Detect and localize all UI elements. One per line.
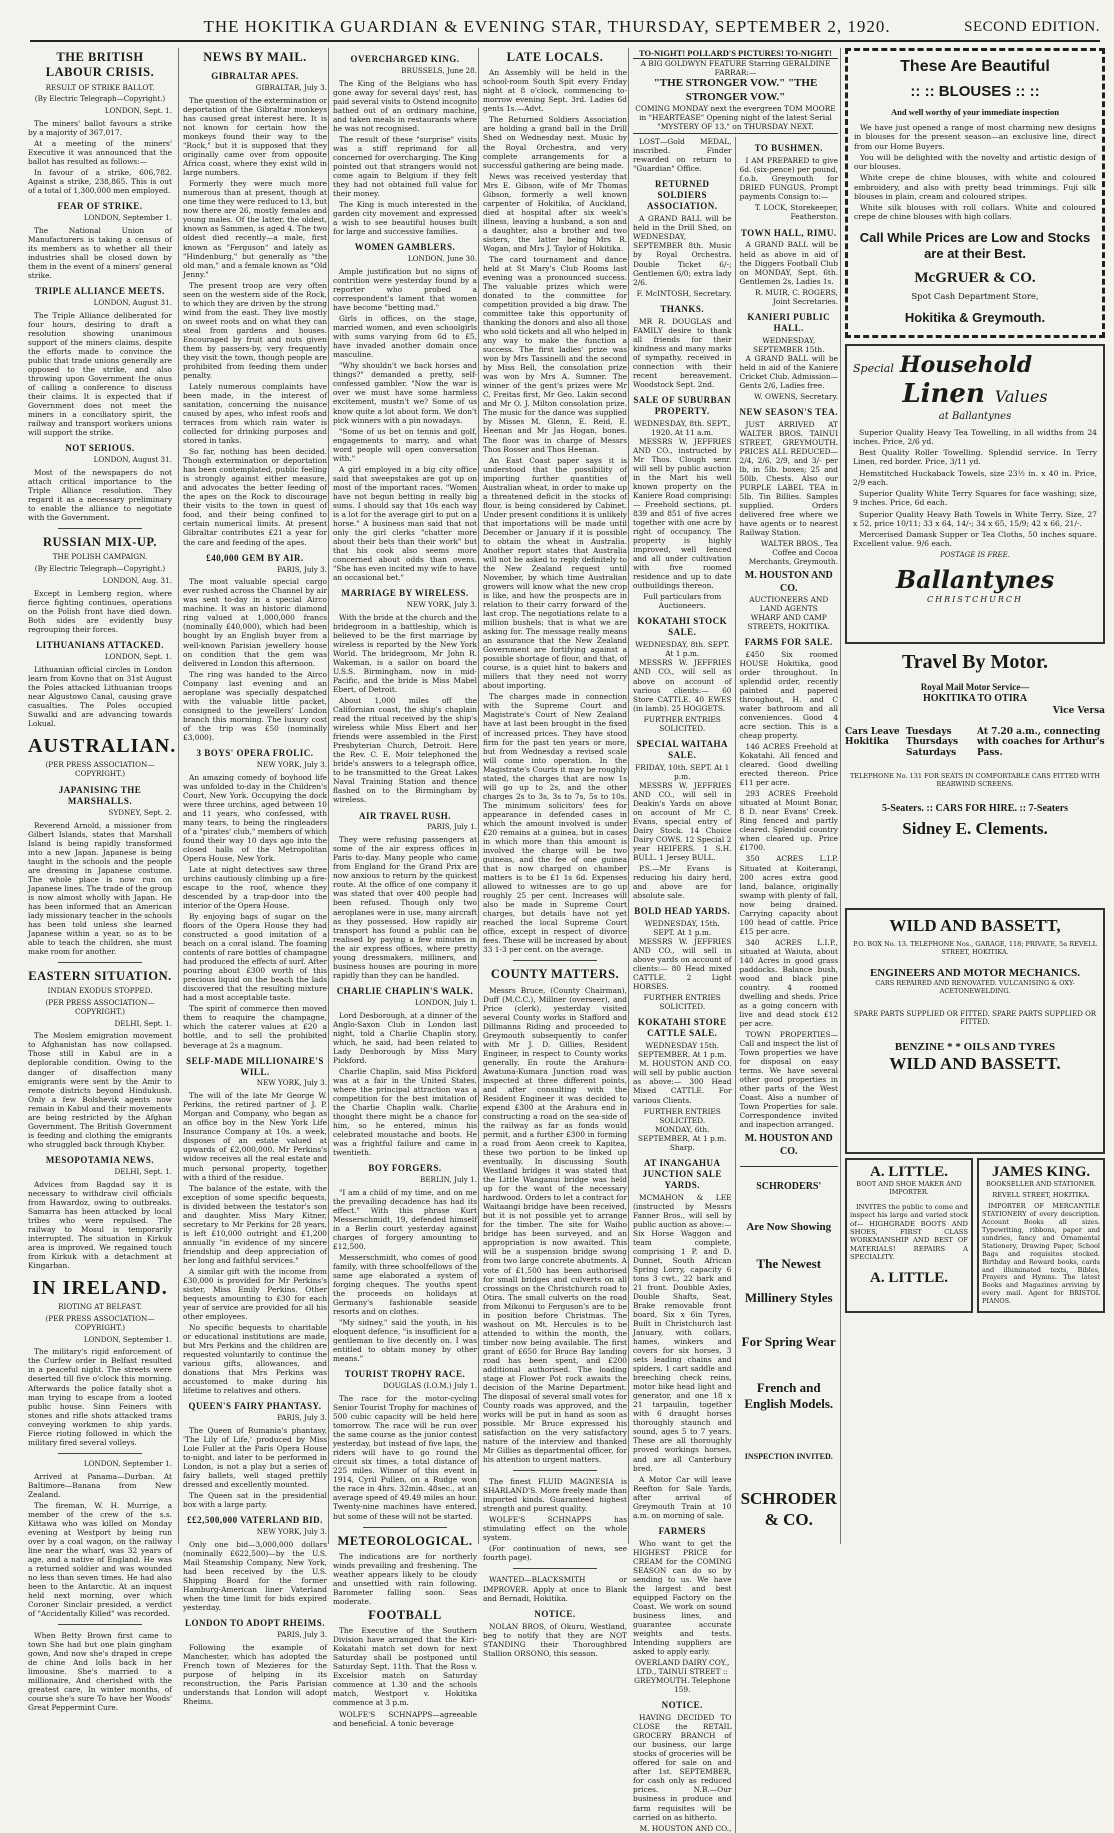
- ad-title: Sidney E. Clements.: [902, 819, 1048, 839]
- paragraph: The Returned Soldiers Association are holding a grand ball in the Drill Shed on Wednesday next. Music by the Royal Orchestra, and very complete arrangements for a successful gathering are being made.: [483, 115, 627, 170]
- paragraph: By enjoying bags of sugar on the floors of the Opera House they had constructed a good imitation of a beach on a coral island. The foaming contents of rare bottles of champagne had produced the effects of surf. After pouring about £300 worth of this precious liquid on the beach the lads discovered that the resulting mixture had a most acceptable taste.: [183, 912, 327, 1003]
- dateline: DELHI, Sept. 1.: [114, 1166, 172, 1176]
- paragraph: "Some of us bet on tennis and golf, engagements to marry, and what word people will open conversation with.": [333, 426, 477, 463]
- ad-title: Household: [899, 352, 1033, 378]
- paragraph: Ample justification but no signs of contrition were yesterday found by a reporter who probed a correspondent's lament that women have become "betting mad.": [333, 267, 477, 313]
- masthead: [30, 14, 1100, 42]
- paragraph: The most valuable special cargo ever rushed across the Channel by air was sent to-day in a special Airco machine. It was an historic diamond ring valued at 1,000,000 francs (nominally £40,000), which had been bought by an English buyer from a well-known Parisian jewellery house on condition that the gem was delivered in London this afternoon.: [183, 577, 327, 668]
- headline: EASTERN SITUATION.: [28, 969, 172, 984]
- ad-text: I AM PREPARED to give 6d. (six-pence) per pound, f.o.b. Greymouth for DRIED FUNGUS. Prompt payments Consign to:—: [739, 156, 838, 202]
- copyright-line: (PER PRESS ASSOCIATION—COPYRIGHT.): [45, 1314, 155, 1332]
- ad-text: INVITES the public to come and inspect his large and varied stock of— HIGHGRADE BOOTS AND SHOES, FIRST CLASS WORKMANSHIP AND BEST OF MATERIALS! REPAIRS A SPECIALITY.: [850, 1203, 968, 1261]
- paragraph: WOLFE'S SCHNAPPS—agreeable and beneficial. A tonic beverage: [333, 1709, 477, 1728]
- paragraph: The fireman, W. H. Murrige, a member of the crew of the s.s. Kittawa who was killed on Monday evening at Westport by being run over by a coal wagon, on the railway line near the wharf, was 32 years of age, and a native of England. He was a returned soldier and was wounded no less than seven times. He had also been to the Antarctic. At an inquest held next morning, over which Coroner Sinclair presided, a verdict of "Accidentally Killed" was recorded.: [28, 1500, 172, 1618]
- subhead: THE POLISH CAMPAIGN.: [52, 552, 148, 562]
- little-ad: [845, 1158, 973, 1313]
- ad-line: P.O. BOX No. 13. TELEPHONE Nos., GARAGE, 118; PRIVATE, 5a REVELL STREET, HOKITIKA.: [853, 939, 1097, 956]
- subhead: FEAR OF STRIKE.: [57, 201, 143, 212]
- dateline: LONDON, August 31.: [93, 455, 172, 465]
- paragraph: Girls in offices, on the stage, married women, and even schoolgirls with sums varying from 6d to £5, have invaded another domain once masculine.: [333, 314, 477, 360]
- subhead: MARRIAGE BY WIRELESS.: [341, 588, 469, 599]
- ad-text: Hemstitched Huckaback Towels, size 23½ in. x 40 in. Price, 2/9 each.: [853, 468, 1097, 487]
- ad-line: Cars Leave Hokitika: [845, 726, 900, 748]
- ad-date: WEDNESDAY, 8th. SEPT., 1920. At 11 a.m.: [633, 418, 731, 437]
- ad-text: 340 ACRES L.I.P., situated at Waiuta, about 140 Acres in good grass paddocks. Balance bush, wood and black pine country. 4 roomed dwelling and sheds. Price as a going concern with live and dead stock £12 per acre.: [739, 937, 838, 1029]
- ad-date: MONDAY, 6th. SEPTEMBER, At 1 p.m. Sharp.: [638, 1124, 727, 1152]
- subhead: RIOTING AT BELFAST.: [58, 1302, 142, 1312]
- ad-heading: TO BUSHMEN.: [754, 143, 823, 154]
- paragraph: So far, nothing has been decided. Though extermination or deportation has been contemplated, public feeling is strongly against either measure, and advocates the better feeding of the apes on the Rock to discourage their visits to the town in quest of food, and their being confined to certain numerical limits. At present Gibraltar contributes £21 a year for the care and feeding of the apes.: [183, 447, 327, 547]
- paragraph: The Queen sat in the presidential box with a large party.: [183, 1491, 327, 1510]
- subhead: AIR TRAVEL RUSH.: [359, 810, 451, 821]
- dateline: LONDON, August 31.: [93, 298, 172, 307]
- paragraph: The miners' ballot favours a strike by a majority of 367,017.: [28, 118, 172, 137]
- ad-line: A BIG GOLDWYN FEATURE Starring GERALDINE FARRAR:—: [640, 59, 831, 78]
- ad-line: Tuesdays Thursdays Saturdays: [906, 726, 959, 759]
- ad-text: 146 ACRES Freehold at Kokatahi. All fenced and cleared. Good dwelling erected thereon. Price £11 per acre.: [739, 742, 838, 788]
- paragraph: Arrived at Panama—Durban. At Baltimore—Banana from New Zealand.: [28, 1471, 172, 1499]
- column-3: [328, 48, 477, 1728]
- headline: COUNTY MATTERS.: [490, 967, 620, 982]
- schroders-line: Are Now Showing: [746, 1220, 832, 1233]
- ad-title: A. LITTLE.: [870, 1164, 948, 1180]
- dateline: NEW YORK, July 3.: [256, 759, 327, 769]
- ad-date: WEDNESDAY, 8th. SEPT. At 1 p.m.: [635, 640, 730, 659]
- paragraph: "I am a child of my time, and on me the prevailing decadence has had its effect." With this phrase Kurt Messerschmidt, 19, defended himself in a Berlin court yesterday against charges of forgery amounting to £12,500.: [333, 1187, 477, 1251]
- ad-title: M. HOUSTON AND CO.: [744, 570, 833, 594]
- paragraph: The result of these "surprise" visits was a stiff reprimand for all concerned for overcharging. The King pointed out that strangers would not come again to Belgium if they felt they had not obtained full value for their money.: [333, 134, 477, 199]
- subhead: ££2,500,000 VATERLAND BID.: [187, 1515, 323, 1526]
- ad-text: JUST ARRIVED AT WALTER BROS. TAINUI STREET, GREYMOUTH. PRICES ALL REDUCED—2/4, 2/6, 2/9, and 3/- per lb, in 5lb. boxes; 25 and 50lb. Chests. Also our PURPLE LABEL TEA in 5lb. Tin Billies. Samples supplied. Orders delivered free where we have agents or to nearest Railway Station.: [739, 419, 838, 538]
- paragraph: The Executive of the Southern Division have arranged that the Kiri-Kokatahi match set down for next Saturday shall be postponed until Saturday Sept. 11th. That the Ross v. Excelsior match on Saturday commence at 1.30 and the schools match, Westport v. Hokitika commence at 3 p.m.: [333, 1626, 477, 1708]
- paragraph: The indications are for northerly winds prevailing and freshening. The weather appears likely to be cloudy and unsettled with rain following. Barometer falling soon. Seas moderate.: [333, 1551, 477, 1606]
- ad-signature: M. HOUSTON AND CO.,: [639, 1823, 732, 1833]
- ad-line: Royal Mail Motor Service—: [920, 682, 1030, 693]
- paragraph: News was received yesterday that Mrs E. Gibson, wife of Mr Thomas Gibson, formerly a well known carpenter of Hokitika, of Auckland, died at hospital after six week's illness, leaving a husband, a son and a daughter, also a brother and two sisters, the latter being Mrs R. Wogan, and Mrs J. Taylor of Hokitika.: [483, 171, 627, 253]
- paragraph: The ring was handed to the Airco Company last evening and an aeroplane was specially despatched with the valuable little packet, consigned to the jewellers' London branch this morning. The luxury cost of the trip was £50 (nominally £3,000).: [183, 669, 327, 742]
- ad-text: MCMAHON & LEE (instructed by Messrs Fanner Bros., will sell by public auction as above:— Six Horse Waggon and team complete, comprising 1 P. and D. Dunnet, South African Spring Lorry, capacity 6 tons 3 cwt., 22 bark and 21 front. Doubble Axles, Double Shafts, Seat, Brake removable front board, Six x 6in Tyres, Built in Christchurch last January, with collars, hames, winkers and covers for six horses, 3 sets leading chains and spiders, 1 cart saddle and breeching check reins, motor bike head light and generator, and one 18 x 21 tarpaulin, together with 6 draught horses thoroughly staunch and sound, ages 5 to 7 years. These are all thoroughly proved workings horses, and are all Canterbury bred.: [633, 1192, 732, 1473]
- ad-heading: SALE OF SUBURBAN PROPERTY.: [633, 394, 732, 416]
- subhead: £40,000 GEM BY AIR.: [206, 552, 304, 563]
- dateline: NEW YORK, July 3.: [256, 1527, 327, 1537]
- paragraph: The race for the motor-cycling Senior Tourist Trophy for machines of 500 cubic capacity will be held here tomorrow. The race will be run over the same course as the junior contest yesterday, but instead of five laps, the riders will have to go round the circuit six times, a total distance of 225 miles. Winner of this event in 1914, Cyril Pullen, on a Rudge won the race in 4hrs. 32min. 48sec., at an average speed of 49.49 miles an hour. Twenty-nine machines have entered, but some of these will not be started.: [333, 1394, 477, 1521]
- ad-text: £450 Six roomed HOUSE Hokitika, good order throughout. In splendid order, recently painted and papered throughout, H. and C water bathroom and all conveniences. Good 4 acre section. This is a cheap property.: [739, 649, 838, 741]
- paragraph: The balance of the estate, with the exception of some specific bequests, is divided between the testator's son and daughter. Miss Mary Kitner, secretary to Mr Perkins for 28 years, is left £10,000 outright and £1,200 annually "in evidence of my sincere friendship and deep appreciation of her long and faithful services.": [183, 1183, 327, 1265]
- dateline: DELHI, Sept. 1.: [114, 1018, 172, 1028]
- ad-heading: FARMS FOR SALE.: [744, 636, 833, 647]
- paragraph: The spirit of commerce then moved them to reaquire the champagne, which the caterer values at £20 a bottle, and to sell the prohibited beverage at 2s a magnum.: [183, 1004, 327, 1050]
- ad-line: CARS REPAIRED AND RENOVATED. VULCANISING & OXY-ACETONEWELDING.: [875, 978, 1075, 995]
- ad-text: A GRAND BALL will be held as above in aid of the Diggers Football Club on MONDAY, Sept. 6th. Gentlemen 2s, Ladies 1s.: [739, 240, 838, 286]
- dateline: BERLIN, July 1.: [420, 1174, 477, 1184]
- ad-signature: T. LOCK, Storekeeper, Featherston.: [754, 203, 838, 222]
- ad-text: MESSRS W. JEFFRIES AND CO., will sell in Deakin's Yards on above on account of Mr C. Evans, special entry of Dairy Stock. 14 Choice Dairy COWS. 12 Special 2 year HEIFERS. 1 S.H. BULL. 1 Jersey BULL.: [633, 780, 732, 862]
- ad-line: at Ballantynes: [938, 410, 1012, 422]
- subhead: BOY FORGERS.: [368, 1163, 442, 1173]
- dateline: PARIS, July 3.: [277, 564, 327, 574]
- paragraph: Reverend Arnold, a missioner from Gilbert Islands, states that Marshall Island is being rapidly transformed into a new Japan. Japanese is being taught in the schools and the people are dressing in Japanese costume. The whole place is now run on Japanese lines. The trade of the group is now almost wholly with Japan. He has been informed that an American lady missionary teacher in the schools has been told unless she learned Japanese within a year, so as to be able to teach the children, she must make room for another.: [28, 820, 172, 956]
- column-4: [478, 48, 627, 1658]
- paragraph: The charges made in connection with the Supreme Court and Magistrate's Court of New Zealand have at last been brought in the fixed of increased prices. They have stood firm for the past ten years or more, but from Wednesday a revised scale will come into operation. In the Magistrate's Courts it may be roughly stated, the charges that are now 1s will go up to 2s, and the other charges 2s to 3s, 3s to 7s, 5s to 10s. The minimum solicitors' fees for appearance in defended cases in which the amount involved is under £20 remains at a guinea, but in cases in which more than this amount is involved the charge will be two guineas, and the fee of one guinea that is now charged on chamber matters is to be £1 1s 6d. Expenses allowed to witnesses are to go up roughly 25 per cent. Increases will also be made in Supreme Court charges, but details have not yet reached the local Supreme Court office, except in respect of divorce fees. These will be increased by about 33 1-3 per cent. on the average.: [483, 692, 627, 955]
- ad-text: A GRAND BALL will be held in the Drill Shed, on WEDNESDAY, SEPTEMBER 8th. Music by Royal Orchestra. Double Ticket 6/-; Gentlemen 6/0; extra lady 2/6.: [633, 214, 732, 287]
- ad-text: MESSRS W. JEFFRIES AND CO., will sell in above yards on account of clients:— 80 Head mixed CATTLE. 2 Light HORSES.: [633, 937, 732, 992]
- ad-text: A Motor Car will leave Reefton for Sale Yards, after arrival of Greymouth Train at 10 a.m. on morning of sale.: [633, 1474, 732, 1520]
- paragraph: With the bride at the church and the bridegroom in a battleship, which is believed to be the first marriage by wireless is reported by the New York World. The bridegroom, Mr John R. Wakeman, is a sailor on board the U.S.S. Birmingham, now in mid-Pacific, and the bride is Miss Mabel Ebert, of Detroit.: [333, 612, 477, 695]
- ad-line: At 7.20 a.m., connecting with coaches for Arthur's Pass.: [977, 726, 1105, 759]
- ad-text: You will be delighted with the novelty and artistic design of our blouses.: [854, 152, 1096, 172]
- schroders-line: The Newest: [756, 1256, 822, 1272]
- ad-text: 293 ACRES Freehold situated at Mount Bonar, 8 D. near Evans' Creek. Ring fenced and partly cleared. Splendid country when cleared up. Price £1700.: [739, 789, 838, 853]
- ad-line: POSTAGE IS FREE.: [940, 550, 1010, 559]
- paragraph: Lithuanian official circles in London learn from Kovno that on 31st August the Poles attacked Lithuanian troops near Algustowo Canal, causing grave casualties. The Poles occupied Suwalki and are advancing towards Lokual.: [28, 664, 172, 728]
- schroders-line: French and English Models.: [744, 1379, 834, 1411]
- ad-title: JAMES KING.: [991, 1164, 1091, 1180]
- ad-text: Superior Quality Heavy Bath Towels in White Terry. Size, 27 x 52, price 10/11; 33 x 64, 14/-; 34 x 65, 15/9; 42 x 66, 21/-.: [853, 509, 1097, 528]
- headline: AUSTRALIAN.: [28, 734, 177, 757]
- ad-heading: KOKATAHI STORE CATTLE SALE.: [637, 1017, 727, 1039]
- paragraph: The present troop are very often seen on the western side of the Rock, to which they are driven by the strong wind from the east. They live mostly on sweet roots and on what they can steal from gardens and houses. Encouraged by fruit and nuts given them by passers-by, very frequently they visit the town, though people are prohibited from feeding them under penalty.: [183, 280, 327, 380]
- ad-text: HAVING DECIDED TO CLOSE the RETAIL GROCERY BRANCH of our business, our large stocks of groceries will be offered for sale on and after 1st. SEPTEMBER, for cash only as reduced prices. N.B.—Our business in produce and farm requisites will be carried on as hitherto.: [633, 1713, 732, 1822]
- ad-text: A GRAND BALL will be held in aid of the Kaniere Cricket Club. Admission—Gents 2/6, Ladies free.: [739, 353, 838, 390]
- copyright-line: (By Electric Telegraph—Copyright.): [34, 564, 166, 574]
- paragraph: Only one bid—3,000,000 dollars (nominally £622,500)—by the U.S. Mail Steamship Company, New York, had been received by the U.S. Shipping Board for the former Hamburg-American liner Vaterland when the time limit for bids expired yesterday.: [183, 1540, 327, 1613]
- subhead: TOURIST TROPHY RACE.: [344, 1369, 466, 1380]
- ad-text: White crepe de chine blouses, with white and coloured embroidery, and also with pretty bead trimmings. Fuji silk blouses in plain, cream and coloured stripes.: [854, 173, 1096, 201]
- ad-heading: FARMERS: [658, 1525, 706, 1536]
- paragraph: Except in Lemberg region, where fierce fighting continues, operations on the Polish front have died down. Both sides are evidently busy regrouping their forces.: [28, 588, 172, 634]
- dateline: PARIS, July 1.: [427, 822, 477, 832]
- ad-title: M. HOUSTON AND CO.: [744, 1133, 833, 1157]
- ad-heading: NOTICE.: [661, 1700, 703, 1711]
- paragraph: The card tournament and dance held at St Mary's Club Rooms last evening was a pronounced success. The valuable prizes which were donated to the committee for competition provided a big draw. The committee take this opportunity of thanking the donors and also all those who sold tickets and all who helped in any way to make the function a success. The first ladies' prize was won by Mrs Tassinelli and the second by Miss Bell, the consolation prize was won by Mrs A. Sumner. The winner of the gent's prizes were Mr C. Freitas first, Mr Geo. Lakin second and Mr O. J. Milton consolation prize. The music for the dance was supplied by Misses M. Glenn, E. Reid, E. Heenan and Mr Jas Hogan, bones. The floor was in charge of Messrs Thos Rosser and Thos Heenan.: [483, 254, 627, 454]
- ad-heading: BOLD HEAD YARDS.: [634, 906, 731, 917]
- copyright-line: (By Electric Telegraph—Copyright.): [34, 94, 166, 104]
- ad-text: MESSRS W. JEFFRIES AND CO., instructed by Mr Thos. Clough senr. will sell by public auction in the Mart his well known property on the Kaniere Road comprising:— Freehold sections, pt. 839 and 851 of five acres together with one acre by right of occupancy. The property is highly improved, well fenced and all under cultivation with five roomed residence and up to date outbuildings thereon.: [633, 436, 732, 591]
- subhead: NOTICE.: [534, 1608, 576, 1619]
- paragraph: (For continuation of news, see fourth page).: [483, 1544, 627, 1563]
- ad-date: WEDNESDAY 15th. SEPTEMBER. At 1 p.m.: [638, 1041, 727, 1060]
- ad-text: Mercerised Damask Supper or Tea Cloths, 50 inches square. Excellent value. 9/6 each.: [853, 530, 1097, 549]
- copyright-line: (PER PRESS ASSOCIATION—COPYRIGHT.): [45, 760, 155, 779]
- ad-line: AUCTIONEERS AND LAND AGENTS: [749, 594, 829, 613]
- subhead: JAPANISING THE MARSHALLS.: [58, 784, 142, 806]
- ad-signature: F. McINTOSH, Secretary.: [636, 288, 732, 298]
- pictures-banner: TO-NIGHT! POLLARD'S PICTURES! TO-NIGHT!: [633, 48, 838, 59]
- dateline: PARIS, July 3.: [277, 1630, 327, 1640]
- paragraph: "Why shouldn't we back horses and things?" demanded a pretty, self-confessed gambler. "Now the war is over we must have some harmless excitement, mustn't we? Some of us know quite a lot about form. We don't pick winners with a pin nowadays.: [333, 361, 477, 425]
- masthead-title: THE HOKITIKA GUARDIAN & EVENING STAR, THURSDAY, SEPTEMBER 2, 1920.: [203, 17, 891, 36]
- ad-title: "THE STRONGER VOW." "THE STRONGER VOW.": [653, 77, 818, 103]
- paragraph: About 1,000 miles off the Californian coast, the ship's chaplain read the ritual received by the ship's wireless while Miss Ebert and her friends were assembled in the First Presbyterian Church, Detroit. Here the Rev. C. E. Moir telephoned the bride's answers to a telegraph office, to be transmitted to the Great Lakes Naval Training Station and thence flashed on to the Birmingham by wireless.: [333, 696, 477, 805]
- subhead: OVERCHARGED KING.: [350, 54, 460, 64]
- ad-line: Values: [994, 386, 1048, 406]
- paragraph: At a meeting of the miners' Executive it was announced that the ballot has resulted as follows:—: [28, 138, 172, 166]
- paragraph: Formerly they were much more numerous than at present, though at one time they were reduced to 13, but now there are 26, mostly females and young males. Of the latter, the oldest, known as Sammen, is aged 4. The two oldest died recently—a male, first known as "Ferguson" and lately as "Hindenburg," but generally as "the old man," and a female known as "Old Jenny.": [183, 179, 327, 279]
- paragraph: An amazing comedy of boyhood life was unfolded to-day in the Children's Court, New York. Occupying the dock were three urchins, aged between 10 and 11 years, who confessed, with many tears, to being the ringleaders of a "pirates' club," members of which found their way 10 days ago into the closed halls of the Metropolitan Opera House, New York.: [183, 772, 327, 863]
- ad-text: TOWN PROPERTIES—Call and inspect the list of Town properties we have for disposal on easy terms. We have several other good properties in other parts of the West Coast. Also a number of Town Properties for sale. Correspondence invited and inspection arranged.: [739, 1030, 838, 1130]
- ad-date: FRIDAY, 10th. SEPT. At 1 p.m.: [635, 762, 730, 781]
- subhead: LITHUANIANS ATTACKED.: [36, 639, 164, 650]
- dateline: NEW YORK, July 3.: [256, 1078, 327, 1088]
- ad-line: And well worthy of your immediate inspection: [891, 106, 1059, 117]
- ad-line: BOOT AND SHOE MAKER AND IMPORTER.: [856, 1180, 962, 1197]
- ad-title: Ballantynes: [895, 565, 1055, 595]
- headline: NEWS BY MAIL.: [203, 50, 307, 64]
- ad-title: These Are Beautiful: [900, 58, 1050, 75]
- ad-title: WILD AND BASSETT,: [889, 916, 1061, 935]
- subhead: WOMEN GAMBLERS.: [354, 242, 456, 253]
- dateline: DOUGLAS (I.O.M.) July 1.: [382, 1381, 477, 1391]
- ad-text: Superior Quality Heavy Tea Towelling, in all widths from 24 inches. Price, 2/6 yd.: [853, 427, 1097, 446]
- ad-title: Hokitika & Greymouth.: [904, 310, 1046, 326]
- ad-text: White silk blouses with roll collars. White and coloured crepe de chine blouses with high collars.: [854, 203, 1096, 222]
- ad-text: We have just opened a range of most charming new designs in blouses for the present season—an exclusive line, direct from our Home Buyers.: [854, 123, 1096, 151]
- blouses-ad: [845, 48, 1105, 338]
- ad-line: WHARF AND CAMP STREETS, HOKITIKA.: [747, 612, 830, 631]
- dateline: PARIS, July 3.: [277, 1413, 327, 1423]
- schroders-line: For Spring Wear: [741, 1334, 836, 1350]
- ad-heading: SPECIAL WAITAHA SALE.: [636, 738, 728, 760]
- paragraph: Messrs Bruce, (County Chairman), Duff (M.C.C.), Millner (overseer), and Price (clerk), yesterday visited several County works in Stafford and Dillmanns Riding and proceeded to Greymouth subsequently to confer with Mr J. D. Gillies, Resident Engineer, in respect to County works generally. En route the Arahura-Awatuna-Kumara Junction road was inspected at three different points, and after consulting with the Resident Engineer it was decided to expend £300 at the Arahura end in constructing a road on the sea-side of the railway as far as fonds would permit, and a further £300 in forming a road from Aeon creek to Kapitea, these two portion to be linked up eventually. In discussing South Westland bridges it was stated that the Little Wanganui bridge was held up for the want of the necessary hardwood. Orders to let a contract for Waitaangi bridge have been received, but it is not possible yet to arrange for the timber. The site for Waiho bridge has been surveyed, and an appropriation is now awaited. This will be a suspension bridge swung from two large concrete abutments. A vote of £1,500 has been authorised for small bridges and culverts on all crossings on the Christchurch road to Otira. The small culverts on the road from Mikonui to Ferguson's are to be in position before Christmas. The washout on Mt. Hercules is to be attended to within the month, the timber now being available. The first grant of £650 for Bruce Bay landing road has been spent, and £200 additional authorised. The loading stage at Flower Pot rock awaits the decision of the Marine Department. The disposal of several small votes for County roads was approved, and the works will be put in hand as soon as possible. Mr Bruce expressed his satisfaction on the very satisfactory nature of the interview and thanked Mr Gillies as departmental officer, for his attention to urgent matters.: [483, 985, 627, 1465]
- ad-title: WILD AND BASSETT.: [889, 1054, 1061, 1074]
- dateline: LONDON, September 1.: [83, 213, 172, 223]
- ad-heading: KANIERI PUBLIC HALL.: [747, 311, 831, 333]
- dateline: LONDON, Sept. 1.: [104, 651, 172, 661]
- paragraph: Late at night detectives saw three urchins cautiously climbing up a fire-escape to the roof, whence they descended by a trap-door into the interior of the Opera House.: [183, 864, 327, 911]
- paragraph: In favour of a strike, 606,782. Against a strike, 238,865. This is out of a total of 1,300,000 men employed.: [28, 168, 172, 196]
- ad-line: FURTHER ENTRIES SOLICITED.: [643, 714, 721, 733]
- ad-heading: THANKS.: [660, 303, 705, 314]
- ad-line: FURTHER ENTRIES SOLICITED.: [643, 993, 721, 1012]
- ad-title: McGRUER & CO.: [914, 270, 1036, 287]
- headline: RUSSIAN MIX-UP.: [43, 535, 157, 550]
- ad-line: REVELL STREET, HOKITIKA.: [992, 1191, 1090, 1200]
- paragraph: The question of the extermination or deportation of the Gibraltar monkeys has caused great interest here. It is not known for certain how the monkeys found their way to the "Rock," but it is supposed that they originally came over from opposite Africa coast, where they exist wild in large numbers.: [183, 96, 327, 178]
- paragraph: An East Coast paper says it is understood that the possibility of importing further quantities of Australian wheat, in order to make up a threatened deficit in the stocks of flour, is being considered by Cabinet. Under present conditions it is unlikely that importations will be made until December or January if it is possible to obtain the wheat in Australia. Another report states that Australia will not be asked to reply definitely to the New Zealand request until November, by which time Australian growers will know what the new crop is like, and how the prospects are in relation to their carry forward of the last crop. The negotiations relate to a million bushels; that is what we are asking for. The message really means an assurance that the New Zealand Government are fortifying against a possible shortage of flour, and that, of course, is a quiet hint to bakers and millers that they need not worry about importing.: [483, 455, 627, 691]
- paragraph: Advices from Bagdad say it is necessary to withdraw civil officials from Hawardoz, owing to outbreaks. Samarra has been attacked by local tribes who were repulsed. The railway to Mosul is temporarily interrupted. The situation in Kirkuk area is improved. We regained touch from Kirkuk with a detachment at Kingarban.: [28, 1179, 172, 1270]
- ad-line: TELEPHONE No. 131 FOR SEATS IN COMFORTABLE CARS FITTED WITH REARWIND SCREENS.: [850, 772, 1100, 789]
- wild-bassett-ad: [845, 908, 1105, 1154]
- ad-heading: NEW SEASON'S TEA.: [739, 406, 838, 417]
- paragraph: A girl employed in a big city office said that sweepstakes are got up on most of the important races. "Women have not begun betting in really big sums. I should say that 10s each way is a lot for the average girl to put on a horse." A business man said that not only the girl clerks "chatter more about their bets than their work" but that his cook also seems more concerned about odds than ovens. "She has even incited my wife to have an occasional bet.": [333, 464, 477, 583]
- dateline: LONDON, Sept. 1.: [104, 106, 172, 116]
- paragraph: The King is much interested in the garden city movement and expressed a wish to see beautiful houses built for large and successive families.: [333, 200, 477, 237]
- paragraph: Messerschmidt, who comes of good family, with three schoolfellows of the same age elaborated a system of forging cheques. The youths spent the proceeds on holidays at Germany's fashionable seaside resorts and on clothes.: [333, 1252, 477, 1317]
- ad-line: 5-Seaters. :: CARS FOR HIRE. :: 7-Seaters: [881, 803, 1069, 815]
- ad-line: Special: [853, 362, 894, 375]
- paragraph: WANTED—BLACKSMITH or IMPROVER. Apply at once to Blank and Bernadi, Hokitika.: [483, 1575, 627, 1603]
- ad-signature: WALTER BROS., Tea Coffee and Cocoa Merchants, Greymouth.: [748, 539, 838, 567]
- ad-date: WEDNESDAY, SEPTEMBER 15th.: [752, 335, 825, 354]
- paragraph: An Assembly will be held in the school-room South Spit every Friday night at 8 o'clock, commencing to-morrow evening Sept. 3rd. Ladies 6d gents 1s.—Advt.: [483, 68, 627, 114]
- ad-text: LOST—Gold MEDAL, inscribed. Finder rewarded on return to "Guardian" Office.: [633, 137, 732, 174]
- king-ad: [977, 1158, 1105, 1313]
- dateline: LONDON, Aug. 31.: [102, 575, 172, 585]
- ad-title: Linen: [902, 378, 985, 409]
- ad-line: SPARE PARTS SUPPLIED OR FITTED. SPARE PARTS SUPPLIED OR FITTED.: [853, 1009, 1097, 1027]
- ad-line: HOKITIKA TO OTIRA: [922, 693, 1028, 705]
- column-2: [178, 48, 327, 1707]
- dateline: GIBRALTAR, July 3.: [255, 83, 327, 93]
- subhead: 3 BOYS' OPERA FROLIC.: [196, 747, 314, 758]
- paragraph: NOLAN BROS, of Okuru, Westland, beg to notify that they are NOT STANDING their Thoroughbred Stallion ORSONO, this season.: [483, 1621, 627, 1658]
- dateline: LONDON, September 1.: [83, 1334, 172, 1344]
- ad-line: Vice Versa: [1052, 705, 1105, 716]
- paragraph: The Triple Alliance deliberated for four hours, desiring to draft a resolution showing unanimous support of the miners claims, despite the efforts made to convince the public that trade unions generally are opposed to the strike, and also throwing upon Government the onus of calling a conference to discuss their claims. It is expected that if Government does not meet the miners in a conciliatory spirit, the railway and transport workers unions will support the strike.: [28, 310, 172, 438]
- edition-label: SECOND EDITION.: [964, 18, 1100, 35]
- paragraph: The military's rigid enforcement of the Curfew order in Belfast resulted in a peaceful night. The streets were deserted till five o'clock this morning. Afterwards the police fatally shot a man trying to escape from a looted public house. Sinn Feiners with stones and rifle shots attacked trams conveying workmen to ship yards. Fierce rioting followed in which the military fired several volleys.: [28, 1347, 172, 1447]
- paragraph: Following the example of Manchester, which has adopted the French town of Mezieres for the purpose of helping in its reconstruction, the Paris Parisian understands that London will adopt Rheims.: [183, 1643, 327, 1707]
- paragraph: When Betty Brown first came to town She had but one plain gingham gown, And now she's draped in crepe de chine And lolls back in her limousine. She's married to a millionaire, And cherished with the greatest care, In winter months, of course she's sure To have her Woods' Great Peppermint Cure.: [28, 1631, 172, 1713]
- paragraph: "My sidney," said the youth, in his eloquent defence, "is insufficient for a gentleman to live decently on. I was entitled to obtain money by other means.": [333, 1318, 477, 1364]
- ad-line: BENZINE * * OILS AND TYRES: [894, 1040, 1056, 1053]
- copyright-line: (PER PRESS ASSOCIATION—COPYRIGHT.): [45, 998, 155, 1016]
- ad-title: Travel By Motor.: [901, 651, 1049, 673]
- ad-text: IMPORTER OF MERCANTILE STATIONERY of every description. Account Books all sizes. Typewriting, ribbons, paper and sundries, fancy and Ornamental Stationery, Drawing Paper, School Bags and requisites stocked. Birthday and Reward books, cards and illuminated texts, Bibles, Prayers and Hymns. The latest Books and Magazines arriving by every mail. Agent for BRISTOL PIANOS.: [982, 1202, 1100, 1306]
- ad-title: :: :: BLOUSES :: ::: [910, 82, 1040, 100]
- ad-heading: KOKATAHI STOCK SALE.: [637, 616, 728, 638]
- paragraph: A similar gift with the income from £30,000 is provided for Mr Perkins's sister, Miss Emily Perkins. Other bequests amounting to £30 for each year of service are provided for all his other employees.: [183, 1266, 327, 1321]
- paragraph: The Moslem emigration movement to Afghanistan has now collapsed. Those still in Kabul are in a deplorable condition. Owing to the danger of disaffection many emigrants were sent by the Amir to remote districts beyond Hindukush. Only a few Bolshevik agents now remain in Kabul and their movements are being restricted by the Afghan Government. The British Government is feeding and clothing the emigrants who struggled back through Khyber.: [28, 1031, 172, 1149]
- paragraph: The National Union of Manufacturers is taking a census of its members as to whether all their industries shall be closed down by them in the event of a miners' general strike.: [28, 225, 172, 280]
- column-5: [628, 48, 838, 1833]
- paragraph: Most of the newspapers do not attach critical importance to the Triple Alliance resolution. They regard it as a necessary preliminary to enable the alliance to negotiate with the Government.: [28, 467, 172, 523]
- paragraph: The King of the Belgians who has gone away for several days' rest, has paid several visits to Ostend incognito bathed out of an ordinary machine, and taken meals in restaurants where he was not recognised.: [333, 78, 477, 133]
- ad-line: FURTHER ENTRIES SOLICITED.: [643, 1106, 721, 1125]
- subhead: MESOPOTAMIA NEWS.: [45, 1154, 155, 1165]
- paragraph: No specific bequests to charitable or educational institutions are made, but Mrs Perkins and the children are requested voluntarily to continue the various gifts, allowances, and donations that Mrs Perkins was accustomed to make during his lifetime to relatives and others.: [183, 1323, 327, 1396]
- subhead: LONDON TO ADOPT RHEIMS.: [184, 1618, 326, 1629]
- dateline: LONDON, July 1.: [414, 997, 477, 1007]
- paragraph: Lord Desborough, at a dinner of the Anglo-Saxon Club in London last night, told a Charlie Chaplin story, which, he said, had been related to Lady Desborough by Miss Mary Pickford.: [333, 1010, 477, 1065]
- paragraph: The will of the late Mr George W. Perkins, the retired partner of J. P. Morgan and Company, who began as an office boy in the New York Life Insurance Company at 10s. a week, disposes of an estate valued at upwards of £2,000,000. Mr Perkins's widow receives all the real estate and much personal property, together with a third of the residue.: [183, 1091, 327, 1182]
- ad-line: CHRISTCHURCH: [926, 594, 1024, 604]
- headline: IN IRELAND.: [32, 1276, 168, 1299]
- paragraph: WOLFE'S SCHNAPPS has stimulating effect on the whole system.: [483, 1515, 627, 1543]
- paragraph: The finest FLUID MAGNESIA is SHARLAND'S. More freely made than imported kinds. Guaranteed highest strength and purest quality.: [483, 1477, 627, 1514]
- ad-line: ENGINEERS AND MOTOR MECHANICS.: [869, 966, 1081, 979]
- paragraph: The Queen of Rumania's phantasy, 'The Lily of Life,' produced by Miss Loie Fuller at the Paris Opera House to-night, and later to be performed in London, is not a play but a series of fairy ballets, well staged prettily dressed and excellently mounted.: [183, 1426, 327, 1490]
- ad-text: MR R. DOUGLAS and FAMILY desire to thank all friends for their kindness and many marks of sympathy, received in connection with their recent bereavement. Woodstock Sept. 2nd.: [633, 316, 732, 389]
- ad-date: WEDNESDAY, 15th. SEPT. At 1 p.m.: [644, 919, 720, 938]
- ad-signature: R. MUIR, C. ROGERS, Joint Secretaries.: [755, 287, 838, 306]
- paragraph: Charlie Chaplin, said Miss Pickford was at a fair in the United States, where the principal attraction was a competition for the best imitation of the Charlie Chaplin walk. Charlie thought there might be a chance for him, so he entered, minus his celebrated moustache and boots. He was a frightful failure and came in twentieth.: [333, 1066, 477, 1157]
- subhead: GIBRALTAR APES.: [211, 71, 299, 82]
- ad-heading: RETURNED SOLDIERS ASSOCIATION.: [646, 179, 718, 212]
- linen-ad: [845, 344, 1105, 644]
- ad-line: Full particulars from Auctioneers.: [643, 592, 722, 611]
- dateline: LONDON, September 1.: [83, 1458, 172, 1468]
- column-1: [28, 48, 177, 1713]
- ad-signature: OVERLAND DAIRY COY., LTD., TAINUI STREET :: GREYMOUTH. Telephone 159.: [634, 1658, 731, 1695]
- ad-text: P.S.—Mr Evans is reducing his dairy herd, and above are for absolute sale.: [633, 863, 732, 901]
- subhead: TRIPLE ALLIANCE MEETS.: [35, 286, 165, 297]
- dateline: BRUSSELS, June 28.: [401, 65, 477, 75]
- paragraph: Lately numerous complaints have been made, in the interest of sanitation, concerning the nuisance caused by apes, who infest roofs and terraces from which rain water is collected for drinking purposes and stored in tanks.: [183, 381, 327, 446]
- subhead: NOT SERIOUS.: [65, 443, 135, 454]
- headline: METEOROLOGICAL.: [337, 1533, 473, 1548]
- subhead: CHARLIE CHAPLIN'S WALK.: [336, 985, 474, 996]
- headline: LATE LOCALS.: [506, 50, 604, 64]
- dateline: NEW YORK, July 3.: [406, 600, 477, 610]
- ad-line: Spot Cash Department Store,: [911, 291, 1039, 302]
- headline: THE BRITISH LABOUR CRISIS.: [45, 50, 155, 80]
- ad-text: Best Quality Roller Towelling. Splendid service. In Terry Linen, red border. Price, 3/11 yd.: [853, 448, 1097, 467]
- schroders-line: SCHRODER & CO.: [740, 1489, 837, 1530]
- subhead: QUEEN'S FAIRY PHANTASY.: [188, 1401, 322, 1412]
- ad-line: COMING MONDAY next the evergreen TOM MOORE in "HEARTEASE" Opening night of the latest Serial "MYSTERY OF 13," on THURSDAY NEXT.: [633, 104, 838, 134]
- ad-signature: W. OWENS, Secretary.: [754, 391, 838, 401]
- subhead: SELF-MADE MILLIONAIRE'S WILL.: [186, 1055, 324, 1077]
- schroders-line: Millinery Styles: [744, 1290, 833, 1306]
- ad-text: MESSRS W. JEFFRIES AND CO., will sell as above on account of various clients:— 60 Store CATTLE. 40 EWES (in lamb). 25 HOGGETS.: [633, 658, 732, 713]
- ad-heading: AT INANGAHUA JUNCTION SALE YARDS.: [642, 1157, 722, 1190]
- subhead: INDIAN EXODUS STOPPED.: [47, 986, 153, 996]
- ad-text: Superior Quality White Terry Squares for face washing; size, 9 inches. Price, 6d each.: [853, 489, 1097, 508]
- ad-text: Who want to get the HIGHEST PRICE for CREAM for the COMING SEASON can do so by sending to us. We have the largest and best equipped Factory on the Coast. We work on sound business lines, and guarantee accurate weights and tests. Intending suppliers are asked to apply early.: [633, 1538, 732, 1657]
- ad-line: BOOKSELLER AND STATIONER.: [985, 1180, 1096, 1189]
- schroders-title: SCHRODERS': [756, 1180, 822, 1192]
- paragraph: They were refusing passengers at some of the air express offices in Paris to-day. Many people who came from England for the Grand Prix are now anxious to return by the quickest route. At the office of one company it was stated that over 400 people had been refused. Though only two aeroplanes were in use, many aircraft as they possessed. How rapidly air transport has found a public can be realised by paying a few minutes in the air express offices, where pretty young dressmakers, milliners, and business houses are pouring in more rapidly than they can be handled.: [333, 835, 477, 980]
- headline: FOOTBALL: [368, 1607, 442, 1622]
- ad-text: 350 ACRES L.I.P. Situated at Koiterangi, 200 acres extra good land, balance, originally swamp with plenty of fall, now being drained. Carrying capacity about 100 head of cattle. Price £15 per acre.: [739, 854, 838, 936]
- column-6: [840, 48, 1105, 1544]
- ad-title: A. LITTLE.: [870, 1270, 948, 1287]
- dateline: LONDON, June 30.: [407, 254, 477, 264]
- subhead: RESULT OF STRIKE BALLOT.: [45, 82, 155, 92]
- ad-text: M. HOUSTON AND CO. will sell by public auction as above:— 300 Head Mixed CATTLE. For various Clients.: [633, 1059, 732, 1105]
- dateline: SYDNEY, Sept. 2.: [108, 807, 172, 817]
- schroders-line: INSPECTION INVITED.: [744, 1451, 833, 1461]
- ad-heading: TOWN HALL, RIMU.: [740, 227, 837, 238]
- motor-ad: [845, 650, 1105, 905]
- ad-title: Call While Prices are Low and Stocks are at their Best.: [859, 229, 1091, 261]
